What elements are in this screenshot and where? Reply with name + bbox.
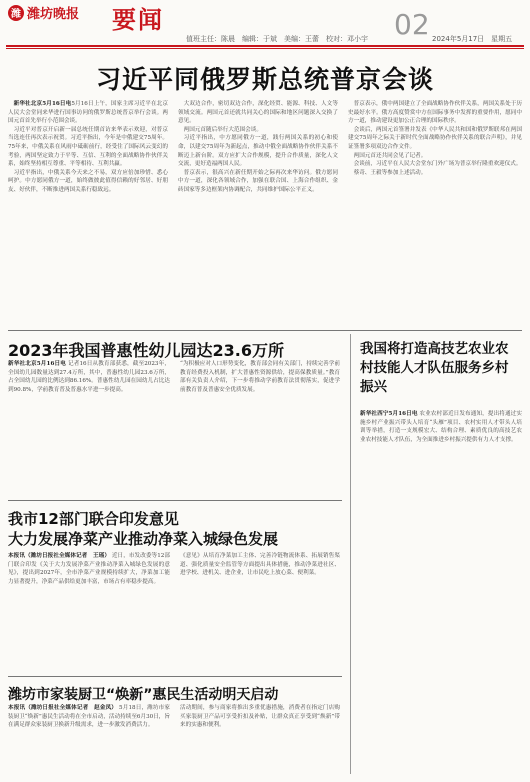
issue-date: 2024年5月17日 星期五 xyxy=(432,35,513,43)
kitchen-column-1: 本报讯（潍坊日报社全媒体记者 赵金凤） 5月18日，潍坊市家装厨卫“焕新”惠民生活动将在全市启动，活动持续至6月30日，旨在满足群众家装厨卫换新升级需求，进一步激发消费活力。 xyxy=(8,705,170,729)
kindergarten-column-1: 新华社北京5月16日电 记者16日从教育部获悉，截至2023年，全国幼儿园数量达到27.4万所，其中，普惠性幼儿园23.6万所，占全国幼儿园的比例达到86.16%。普惠性幼儿园在园幼儿占比达到90.8%，学前教育普及普惠水平进一步提高。 xyxy=(8,361,170,393)
talent-column: 新华社西宁5月16日电 农业农村部近日发布通知，提出将通过实施乡村产业振兴带头人培育“头雁”项目、农村实用人才带头人培训等举措，打造一支规模宏大、结构合理、素质优良的高技艺农业农村技能人才队伍，为全面推进乡村振兴提供有力人才支撑。 xyxy=(360,411,522,443)
netcai-column-1: 本报讯（潍坊日报社全媒体记者 王瑶） 近日，市发改委等12部门联合印发《关于大力发展净菜产业推动净菜入城绿色发展的意见》，提出到2027年，全市净菜产业规模持续扩大，净菜加工能力显著提升，净菜产品供给更加丰富，市场占有率稳步提高。 xyxy=(8,553,170,585)
talent-headline: 我国将打造高技艺农业农村技能人才队伍服务乡村振兴 xyxy=(360,341,509,395)
netcai-column-2: 《意见》从培育净菜加工主体、完善冷链物流体系、拓展销售渠道、强化质量安全监管等方面提出具体措施，推动净菜进社区、进学校、进机关、进企业，让市民吃上放心菜、便利菜。 xyxy=(180,553,340,577)
netcai-headline: 我市12部门联合印发意见 xyxy=(8,510,179,528)
column-divider xyxy=(350,334,351,774)
main-headline: 习近平同俄罗斯总统普京会谈 xyxy=(95,65,434,94)
main-story-column-2 xyxy=(178,100,338,322)
paragraph: 新华社北京5月16日电5月16日上午，国家主席习近平在北京人民大会堂同来华进行国事访问的俄罗斯总统普京举行会谈。两国元首首先举行小范围会谈。 xyxy=(8,101,168,125)
paragraph: 习近平对普京开启新一届总统任期首访来华表示欢迎，对普京当选连任再次表示祝贺。习近平指出，今年是中俄建交75周年。75年来，中俄关系在风雨中砥砺前行，经受住了国际风云变幻的考验，两国坚定致力于平等、互信、互利的全面战略协作伙伴关系，始终坚持相互尊重、平等相待、互利共赢。 xyxy=(8,126,168,168)
netcai-subheadline: 大力发展净菜产业推动净菜入城绿色发展 xyxy=(8,530,279,548)
newspaper-logo-icon: 潍 xyxy=(8,5,24,21)
masthead-logo xyxy=(8,3,79,22)
editor-credits: 值班主任：陈晨 编辑：于斌 美编：王蕾 校对：邓小宇 xyxy=(186,35,368,43)
paragraph: 会谈前，习近平在人民大会堂东门外广场为普京举行隆重欢迎仪式。 xyxy=(353,161,522,168)
logo-text: 潍坊晚报 xyxy=(27,7,80,22)
paragraph: 普京表示，很高兴在新任期开始之际再次来华访问。俄方愿同中方一道，深化各领域合作，加强在联合国、上海合作组织、金砖国家等多边框架内协调配合，共同维护国际公平正义。 xyxy=(178,169,338,193)
paragraph: 两国元首随后举行大范围会谈。 xyxy=(183,126,262,133)
kitchen-headline: 潍坊市家装厨卫“焕新”惠民生活动明天启动 xyxy=(8,687,279,703)
section-divider-3 xyxy=(8,676,342,677)
section-divider xyxy=(8,330,522,331)
main-story-column-3 xyxy=(348,100,522,322)
kindergarten-column-2: “为积极应对人口形势变化，教育部会同有关部门，持续完善学前教育经费投入机制，扩大普惠性资源供给，提高保教质量。”教育部有关负责人介绍，下一步将推动学前教育法贯彻落实，促进学前教育普及普惠安全优质发展。 xyxy=(180,361,340,393)
paragraph: 会谈后，两国元首签署并发表《中华人民共和国和俄罗斯联邦在两国建交75周年之际关于新时代全面战略协作伙伴关系的联合声明》，并见证签署多项双边合作文件。 xyxy=(348,126,522,150)
paragraph: 两国元首还共同会见了记者。 xyxy=(353,152,427,159)
section-divider-2 xyxy=(8,500,342,501)
masthead-rule-thin xyxy=(6,48,524,49)
masthead-rule xyxy=(6,45,524,47)
section-title: 要闻 xyxy=(112,6,164,34)
paragraph: 普京表示，俄中两国建立了全面战略协作伙伴关系，两国关系处于历史最好水平。俄方高度赞赏中方在国际事务中发挥的重要作用，愿同中方一道，推动建设更加公正合理的国际秩序。 xyxy=(348,101,522,125)
paragraph: 大双边合作，密切双边合作，深化经贸、能源、科技、人文等领域交流。两国元首还就共同关心的国际和地区问题深入交换了意见。 xyxy=(178,101,338,125)
kindergarten-headline: 2023年我国普惠性幼儿园达23.6万所 xyxy=(8,341,285,360)
paragraph: 蔡奇、王毅等参加上述活动。 xyxy=(353,169,427,176)
page-number: 02 xyxy=(394,8,430,41)
masthead xyxy=(0,0,530,46)
main-story-column-1 xyxy=(8,100,168,322)
paragraph: 习近平指出，中俄关系今天来之不易，双方应倍加珍惜、悉心呵护。中方愿同俄方一道，始终做彼此值得信赖的好邻居、好朋友、好伙伴，不断推进两国关系行稳致远。 xyxy=(8,169,168,193)
paragraph: 习近平指出，中方愿同俄方一道，践行两国关系的初心和使命，以建交75周年为新起点，推动中俄全面战略协作伙伴关系不断迈上新台阶。双方应扩大合作规模，提升合作质量，深化人文交流，更好造福两国人民。 xyxy=(178,135,338,168)
kitchen-column-2: 活动期间，参与商家将推出多重优惠措施，消费者在指定门店购买家装厨卫产品可享受折扣及补贴，让群众真正享受到“焕新”带来的实惠和便利。 xyxy=(180,705,340,729)
